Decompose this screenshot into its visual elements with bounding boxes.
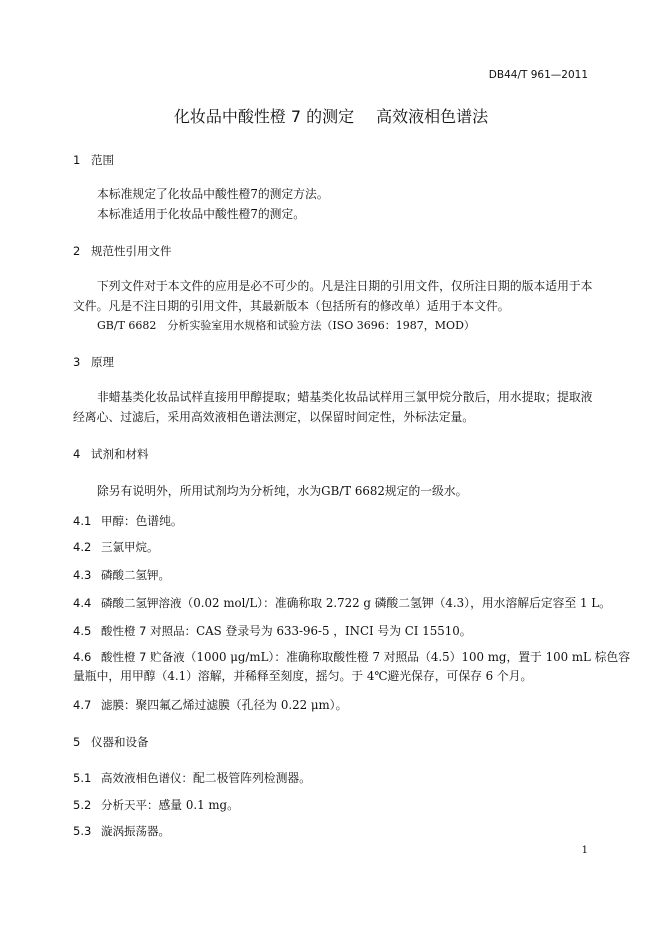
paragraph: 非蜡基类化妆品试样直接用甲醇提取；蜡基类化妆品试样用三氯甲烷分散后，用水提取；提取液 <box>97 390 593 404</box>
list-item <box>73 539 159 555</box>
item-number: 4.1 <box>73 514 92 528</box>
item-term: 酸性橙 7 对照品： <box>101 624 197 638</box>
section-number: 5 <box>73 735 81 749</box>
item-number: 4.3 <box>73 568 92 582</box>
item-number: 4.6 <box>73 650 92 664</box>
item-term: 漩涡振荡器。 <box>101 824 170 838</box>
item-number: 5.2 <box>73 798 92 812</box>
normative-reference: GB/T 6682 分析实验室用水规格和试验方法（ISO 3696：1987，MOD） <box>97 319 475 332</box>
item-text: 聚四氟乙烯过滤膜（孔径为 0.22 μm）。 <box>135 698 348 712</box>
list-item <box>73 622 472 639</box>
section-title: 范围 <box>91 153 114 167</box>
item-number: 5.3 <box>73 824 92 838</box>
item-term: 甲醇： <box>101 514 136 528</box>
section-heading-3 <box>73 354 114 370</box>
item-term: 磷酸二氢钾溶液 <box>101 596 182 610</box>
list-item <box>73 696 347 713</box>
item-term: 酸性橙 7 贮备液 <box>101 650 185 664</box>
section-title: 试剂和材料 <box>91 447 149 461</box>
item-number: 4.5 <box>73 624 92 638</box>
item-text: 感量 0.1 mg。 <box>158 798 239 812</box>
list-item <box>73 567 170 583</box>
paragraph: 本标准适用于化妆品中酸性橙7的测定。 <box>97 207 306 221</box>
section-heading-2 <box>73 243 172 259</box>
title-main: 化妆品中酸性橙 7 的测定 <box>173 107 355 126</box>
item-text: （1000 μg/mL）：准确称取酸性橙 7 对照品（4.5）100 mg，置于 100 mL 棕色容 <box>184 650 631 664</box>
section-title: 原理 <box>91 355 114 369</box>
list-item <box>73 769 311 786</box>
title-method: 高效液相色谱法 <box>376 107 489 126</box>
item-term: 高效液相色谱仪： <box>101 771 193 785</box>
item-number: 4.2 <box>73 540 92 554</box>
section-title: 仪器和设备 <box>91 735 149 749</box>
paragraph: 文件。凡是不注日期的引用文件，其最新版本（包括所有的修改单）适用于本文件。 <box>73 299 510 313</box>
section-number: 2 <box>73 244 81 258</box>
item-text: 色谱纯。 <box>135 514 183 528</box>
page-number: 1 <box>581 845 588 856</box>
section-heading-1 <box>73 152 114 168</box>
list-item <box>73 512 183 529</box>
section-number: 3 <box>73 355 81 369</box>
list-item <box>73 648 630 665</box>
item-text: 配二极管阵列检测器。 <box>193 771 311 785</box>
item-text: CAS 登录号为 633-96-5 ，INCI 号为 CI 15510。 <box>196 624 472 638</box>
list-item <box>73 594 611 611</box>
document-title <box>0 104 662 127</box>
item-number: 4.4 <box>73 596 92 610</box>
item-text: （0.02 mol/L）：准确称取 2.722 g 磷酸二氢钾（4.3），用水溶解后定容至 1 L。 <box>181 596 611 610</box>
paragraph: 下列文件对于本文件的应用是必不可少的。凡是注日期的引用文件，仅所注日期的版本适用于本 <box>97 279 593 293</box>
section-number: 4 <box>73 447 81 461</box>
item-term: 三氯甲烷。 <box>101 540 159 554</box>
list-item <box>73 823 170 839</box>
item-number: 5.1 <box>73 771 92 785</box>
section-number: 1 <box>73 153 81 167</box>
paragraph: 除另有说明外，所用试剂均为分析纯，水为GB/T 6682规定的一级水。 <box>97 484 468 498</box>
item-number: 4.7 <box>73 698 92 712</box>
item-term: 磷酸二氢钾。 <box>101 568 170 582</box>
paragraph: 经离心、过滤后，采用高效液相色谱法测定，以保留时间定性，外标法定量。 <box>73 410 475 424</box>
section-title: 规范性引用文件 <box>91 244 172 258</box>
standard-code: DB44/T 961—2011 <box>488 69 588 81</box>
item-term: 滤膜： <box>101 698 136 712</box>
section-heading-5 <box>73 734 149 750</box>
item-text-continued: 量瓶中，用甲醇（4.1）溶解，并稀释至刻度，摇匀。于 4℃避光保存，可保存 6 个月。 <box>73 669 533 683</box>
item-term: 分析天平： <box>101 798 159 812</box>
paragraph: 本标准规定了化妆品中酸性橙7的测定方法。 <box>97 187 329 201</box>
section-heading-4 <box>73 446 149 462</box>
list-item <box>73 796 239 813</box>
